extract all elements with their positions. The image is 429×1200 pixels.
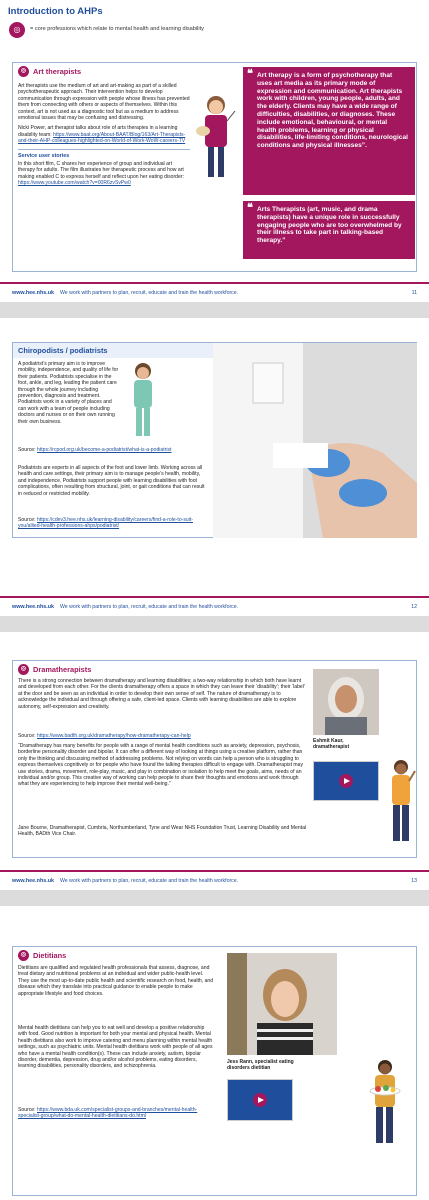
photo-caption: Eshmit Kaur, dramatherapist [313,738,350,750]
source-label: Source: [18,517,36,523]
portrait-image [227,953,337,1055]
photo-caption: Jess Rann, specialist eating disorders dietitian [227,1059,294,1071]
page-11 [0,0,429,302]
page-13 [0,632,429,890]
dramatherapist-illustration [385,757,417,853]
page-title: Introduction to AHPs [8,6,103,17]
youtube-link[interactable]: https://www.youtube.com/watch?v=00R6zvSvPw0 [18,180,131,187]
footer-tagline: We work with partners to plan, recruit, educate and train the health workforce. [60,604,239,610]
foot-examination-image [213,343,417,538]
para-1: There is a strong connection between dramatherapy and learning disabilities; a two-way relationship in which both have learnt and developed from each other. For the clients dramatherapy offers a space in which they can leave their ‘disability’; their ‘label’ at the door and be seen as an individual in order to develop their own sense of self. The nature of dramatherapy is to acknowledge the individual and through offering a safe, client-led space. Clients with learning disabilities are able to explore autonomy, self-expression and creativity. [18,678,305,710]
quote: “Dramatherapy has many benefits for people with a range of mental health conditions such as anxiety, depression, psychosis, borderline personality disorder and bipolar. It can offer a different way of looking at things using a creative platform, rather than only the thinking and discussing method of addressing problems. Not relying on words can help a person who is struggling to express themselves cognitively or for people who have found the talking therapies difficult to engage with. Dramatherapist may use stories, drama, movement, role-play, music, and play in combination or isolation to help meet the goals, aims, needs of an individual and/or group. This creative way of working can help people to share their thoughts and emotions and work through what they are experiencing to help improve their mental well-being.” [18,743,304,788]
badth-link[interactable]: https://www.badth.org.uk/dramatherapy/how-dramatherapy-can-help [36,733,191,739]
quote-text: Arts Therapists (art, music, and drama therapists) have a unique role in successfully engaging people who are too overwhelmed by their illness to take part in talking-based therapy.” [257,206,402,245]
video-thumbnail[interactable] [313,761,379,801]
core-profession-icon: ◎ [18,950,29,961]
source [18,1107,214,1120]
core-profession-icon: ◎ [18,664,29,675]
section-header [13,947,416,964]
dietitian-illustration [363,1057,407,1153]
page-number: 12 [411,604,417,610]
page-12 [0,318,429,616]
dietitians-card [12,946,417,1196]
source-label: Source: [18,447,36,453]
podiatrists-card [12,342,417,538]
para-2: Podiatrists are experts in all aspects of the foot and lower limb. Working across all health and care settings, their primary aim is to manage people’s health, mobility, and independence. Podiatrists support people with learning disabilities with foot complications, often resulting from structural, joint, or gait conditions that can result in reduced or restricted mobility. [18,465,205,497]
baat-link[interactable]: https://www.baat.org/About-BAAT/Blog/163/Art-Therapists-and-their-AHP-colleagues-highlighted-on-World-of-Work-WoW-careers-TV [18,131,186,145]
page-footer [0,282,429,302]
quote-box-1 [243,67,415,195]
source [18,733,310,739]
core-profession-icon: ◎ [9,22,25,38]
footer-url[interactable]: www.hee.nhs.uk [12,604,55,610]
talk-text: Nicki Power, art therapist talks about role of arts therapies in a learning disability team: [18,125,178,138]
podiatry-photo [213,343,417,538]
section-title: Dramatherapists [33,665,92,674]
eshmit-photo [313,669,379,735]
core-note: = core professions which relate to mental health and learning disability [30,26,204,32]
page-footer [0,596,429,616]
stories-heading: Service user stories [18,152,70,159]
quote-box-2 [243,201,415,259]
page-number: 13 [411,878,417,884]
intro-paragraph: Art therapists use the medium of art and art-making as part of a skilled psychotherapeutic approach. Their intervention helps to develop communication through expression with people whose illness has prevented them from connecting with others or aspects of themselves. Within this context, art is not used as a diagnostic tool but as a medium to address emotional issues that may be confusing and distressing. [18,83,190,122]
source-label: Source: [18,1107,36,1113]
para-1: A podiatrist’s primary aim is to improve mobility, independence, and quality of life for their patients. Podiatrists specialise in the foot, ankle, and leg, leading the patient care through the whole journey including prevention, diagnosis and treatment. Podiatrists work in a variety of places and can work with a team of people including doctors and nurses or on their own running their own business. [18,361,119,425]
quote-text: Art therapy is a form of psychotherapy that uses art media as its primary mode of expression and communication. Art therapists work with children, young people, adults, and the elderly. Clients may have a wide range of difficulties, disabilities, or diagnoses. These include emotional, behavioural, or mental health problems, learning or physical disabilities, life-limiting conditions, neurological conditions and physical illnesses”. [257,72,408,150]
footer-tagline: We work with partners to plan, recruit, educate and train the health workforce. [60,290,239,296]
page-number: 11 [411,290,417,296]
divider [18,149,190,150]
footer-tagline: We work with partners to plan, recruit, educate and train the health workforce. [60,878,239,884]
attribution: Jane Bourne, Dramatherapist, Cumbria, Northumberland, Tyne and Wear NHS Foundation Trust, Learning Disability and Mental Health, BADth Vice Chair. [18,825,307,838]
page-14 [0,906,429,1200]
play-icon[interactable] [253,1093,267,1107]
source-2 [18,517,208,530]
section-title: Dietitians [33,951,67,960]
rcpod-link[interactable]: https://rcpod.org.uk/become-a-podiatrist/what-is-a-podiatrist [36,447,172,453]
stories-text: In this short film, C shares her experience of group and individual art therapy for adults. The film illustrates her therapeutic process and how art making enabled C to express herself and reflect upon her eating disorder: [18,161,184,180]
footer-url[interactable]: www.hee.nhs.uk [12,878,55,884]
art-therapists-card [12,62,417,272]
video-thumbnail[interactable] [227,1079,293,1121]
page-footer [0,870,429,890]
source-1 [18,447,208,453]
art-therapist-illustration [193,93,239,183]
podiatrist-illustration [125,361,161,441]
source-label: Source: [18,733,36,739]
core-profession-icon: ◎ [18,66,29,77]
section-title: Art therapists [33,67,82,76]
footer-url[interactable]: www.hee.nhs.uk [12,290,55,296]
bda-link[interactable]: https://www.bda.uk.com/specialist-groups-and-branches/mental-health-specialist-group/what-do-mental-health-dietitians-do.html [18,1107,198,1120]
quote-mark-icon: ❝ [247,68,253,80]
dramatherapists-card [12,660,417,858]
hee-link[interactable]: https://cdev3.hee.nhs.uk/learning-disability/careers/find-a-role-to-suit-you/allied-health-professions-ahps/podiatrist/ [18,517,193,530]
para-2: Mental health dietitians can help you to eat well and develop a positive relationship with food. Good nutrition is important for both your mental and physical health. Mental health dietitians also work to improve catering and menu planning within mental health settings, such as psychiatric units. Mental health dietitians work with people of all ages who have a mental health condition(s). These can include anxiety, autism, bipolar disorder, dementia, depression, drug and/or alcohol problems, eating disorders, learning disabilities, personality disorders, and schizophrenia. [18,1025,213,1070]
jess-photo [227,953,337,1055]
quote-mark-icon: ❝ [247,202,253,214]
section-title: Chiropodists / podiatrists [18,346,108,355]
para-1: Dietitians are qualified and regulated health professionals that assess, diagnose, and treat dietary and nutritional problems at an individual and wider public-health level. They use the most up-to-date public health and scientific research on food, health, and disease which they translate into practical guidance to enable people to make appropriate lifestyle and food choices. [18,965,214,997]
play-icon[interactable] [339,774,353,788]
portrait-image [313,669,379,735]
intro-text [18,83,190,191]
